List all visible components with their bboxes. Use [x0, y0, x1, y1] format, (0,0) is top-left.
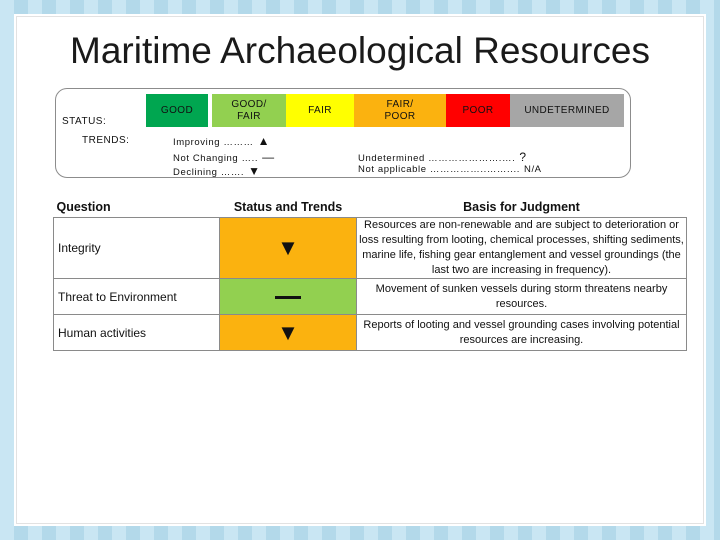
- trend-text: Improving ………: [173, 137, 254, 148]
- legend-text: Not applicable ……………..……....: [358, 164, 520, 175]
- status-cell: [220, 218, 357, 279]
- na-label: N/A: [523, 164, 542, 175]
- trend-text: Declining …….: [173, 167, 245, 178]
- basis-cell: Movement of sunken vessels during storm threatens nearby resources.: [357, 279, 687, 315]
- swatch-undetermined: [510, 94, 624, 127]
- basis-cell: Resources are non-renewable and are subject to deterioration or loss resulting from looting, chemical processes, shifting sediments, marine life, fishing gear entanglement and vessel groundings (the last two are increasing in frequency).: [357, 218, 687, 279]
- swatch-label: POOR: [462, 104, 494, 116]
- header-basis: Basis for Judgment: [463, 200, 580, 214]
- swatch-good: [146, 94, 208, 127]
- status-label: STATUS:: [62, 116, 107, 127]
- trend-improving: [173, 134, 270, 148]
- swatch-label: FAIR: [308, 104, 332, 116]
- swatch-label: UNDETERMINED: [524, 104, 610, 116]
- swatch-label: FAIR/ POOR: [384, 98, 416, 122]
- status-cell: [220, 315, 357, 351]
- down-arrow-icon: ▼: [277, 235, 299, 260]
- slide-title: Maritime Archaeological Resources: [70, 30, 650, 71]
- table-row: [54, 315, 687, 351]
- legend-undetermined: [358, 150, 527, 164]
- trend-text: Not Changing …..: [173, 153, 259, 164]
- header-question: Question: [56, 200, 111, 214]
- legend-text: Undetermined ………………….….: [358, 153, 516, 164]
- trend-not-changing: [173, 150, 275, 164]
- table-row: [54, 279, 687, 315]
- table-row: [54, 218, 687, 279]
- up-arrow-icon: ▲: [257, 134, 271, 148]
- question-icon: ?: [519, 150, 527, 164]
- down-arrow-icon: ▼: [277, 319, 299, 345]
- swatch-label: GOOD/ FAIR: [231, 98, 267, 122]
- trends-label: TRENDS:: [82, 135, 130, 146]
- swatch-label: GOOD: [160, 104, 194, 116]
- swatch-fair: [286, 94, 354, 127]
- header-status: Status and Trends: [233, 200, 343, 214]
- legend-not-applicable: [358, 164, 542, 175]
- table-header-row: [54, 197, 687, 218]
- question-cell: Integrity: [54, 218, 220, 279]
- dash-icon: —: [262, 150, 275, 164]
- basis-cell: Reports of looting and vessel grounding cases involving potential resources are increasing.: [357, 315, 687, 351]
- legend-box: [55, 88, 631, 178]
- trend-declining: [173, 164, 261, 178]
- question-cell: Human activities: [54, 315, 220, 351]
- assessment-table: [53, 197, 687, 351]
- swatch-poor: [446, 94, 510, 127]
- down-arrow-icon: ▼: [248, 164, 261, 178]
- question-cell: Threat to Environment: [54, 279, 220, 315]
- swatch-good-fair: [212, 94, 286, 127]
- dash-icon: [275, 296, 301, 299]
- status-cell: [220, 279, 357, 315]
- swatch-fair-poor: [354, 94, 446, 127]
